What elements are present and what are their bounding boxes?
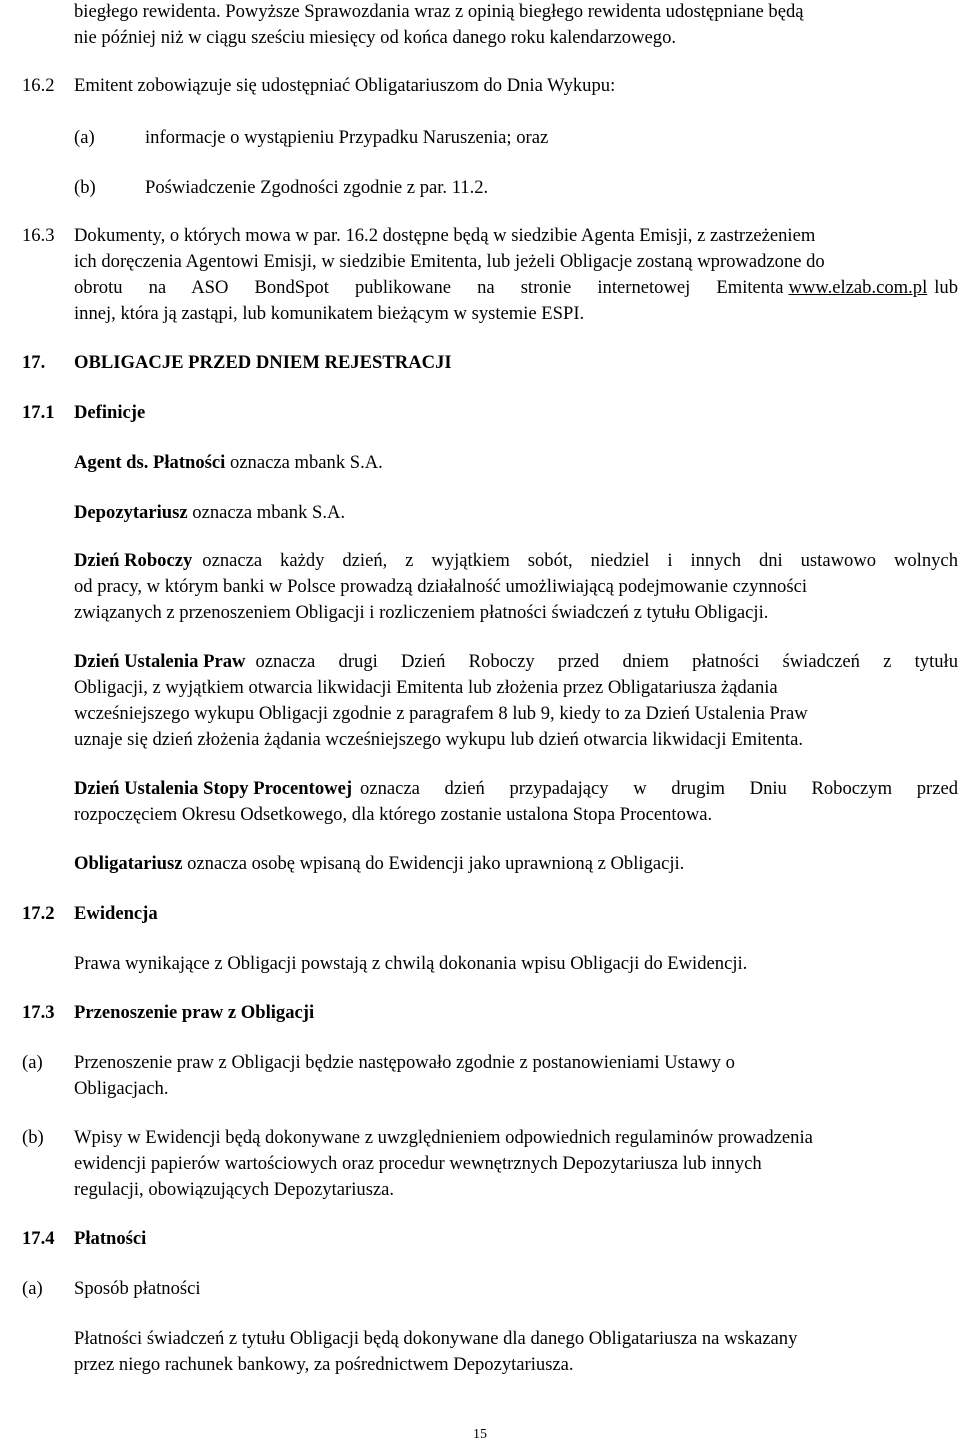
paragraph-line: rozpoczęciem Okresu Odsetkowego, dla którego zostanie ustalona Stopa Procentowa.: [74, 804, 713, 825]
definition-text: oznacza każdy dzień, z wyjątkiem sobót, niedziel i innych dni ustawowo wolnych: [202, 550, 958, 571]
definition-term: Dzień Ustalenia Stopy Procentowej: [74, 778, 353, 799]
list-label: (b): [22, 1127, 44, 1148]
section-heading: Płatności: [74, 1228, 147, 1249]
paragraph-line: Dokumenty, o których mowa w par. 16.2 dostępne będą w siedzibie Agenta Emisji, z zastrzeżeniem: [74, 225, 816, 246]
definition: [74, 548, 958, 574]
definition-text: oznacza drugi Dzień Roboczy przed dniem płatności świadczeń z tytułu: [255, 651, 958, 672]
definition-term: Dzień Ustalenia Praw: [74, 651, 246, 672]
list-item: Sposób płatności: [74, 1278, 201, 1299]
paragraph-line: Emitent zobowiązuje się udostępniać Obligatariuszom do Dnia Wykupu:: [74, 75, 616, 96]
paragraph-line: Prawa wynikające z Obligacji powstają z chwilą dokonania wpisu Obligacji do Ewidencji.: [74, 953, 748, 974]
section-number: 17.4: [22, 1228, 55, 1249]
paragraph-line: Wpisy w Ewidencji będą dokonywane z uwzględnieniem odpowiednich regulaminów prowadzenia: [74, 1127, 813, 1148]
paragraph-line: nie później niż w ciągu sześciu miesięcy od końca danego roku kalendarzowego.: [74, 27, 677, 48]
paragraph-text: lub: [934, 277, 958, 298]
paragraph-text: obrotu na ASO BondSpot publikowane na stronie internetowej Emitenta: [74, 277, 784, 298]
paragraph-line: biegłego rewidenta. Powyższe Sprawozdania wraz z opinią biegłego rewidenta udostępniane będą: [74, 1, 804, 22]
definition: [74, 649, 958, 675]
section-number: 16.2: [22, 75, 55, 96]
definition-text: oznacza mbank S.A.: [230, 452, 383, 473]
section-number: 17.: [22, 352, 46, 373]
section-heading: OBLIGACJE PRZED DNIEM REJESTRACJI: [74, 352, 452, 373]
section-heading: Przenoszenie praw z Obligacji: [74, 1002, 315, 1023]
definition: [74, 776, 958, 802]
section-number: 17.3: [22, 1002, 55, 1023]
section-number: 16.3: [22, 225, 55, 246]
paragraph-line: wcześniejszego wykupu Obligacji zgodnie z paragrafem 8 lub 9, kiedy to za Dzień Ustalenia Praw: [74, 703, 808, 724]
list-label: (a): [22, 1278, 43, 1299]
paragraph-line: ewidencji papierów wartościowych oraz procedur wewnętrznych Depozytariusza lub innych: [74, 1153, 762, 1174]
list-item: informacje o wystąpieniu Przypadku Naruszenia; oraz: [145, 127, 549, 148]
paragraph-line: Przenoszenie praw z Obligacji będzie następowało zgodnie z postanowieniami Ustawy o: [74, 1052, 735, 1073]
paragraph-line: Obligacji, z wyjątkiem otwarcia likwidacji Emitenta lub złożenia przez Obligatariusza żądania: [74, 677, 778, 698]
definition-term: Depozytariusz: [74, 502, 188, 523]
section-number: 17.1: [22, 402, 55, 423]
list-label: (b): [74, 177, 96, 198]
definition-text: oznacza mbank S.A.: [192, 502, 346, 523]
definition: [74, 500, 345, 526]
paragraph-line: uznaje się dzień złożenia żądania wcześniejszego wykupu lub dzień otwarcia likwidacji Emitenta.: [74, 729, 803, 750]
paragraph-line: innej, która ją zastąpi, lub komunikatem bieżącym w systemie ESPI.: [74, 303, 585, 324]
paragraph-line: związanych z przenoszeniem Obligacji i rozliczeniem płatności świadczeń z tytułu Obligacji.: [74, 602, 769, 623]
list-item: Poświadczenie Zgodności zgodnie z par. 11.2.: [145, 177, 489, 198]
definition-term: Dzień Roboczy: [74, 550, 193, 571]
paragraph-line: Płatności świadczeń z tytułu Obligacji będą dokonywane dla danego Obligatariusza na wskazany: [74, 1328, 798, 1349]
definition-term: Obligatariusz: [74, 853, 183, 874]
section-heading: Definicje: [74, 402, 146, 423]
definition: [74, 450, 383, 476]
paragraph-line: regulacji, obowiązujących Depozytariusza.: [74, 1179, 395, 1200]
paragraph-line: Obligacjach.: [74, 1078, 169, 1099]
paragraph-line: [74, 275, 958, 301]
section-heading: Ewidencja: [74, 903, 158, 924]
paragraph-line: ich doręczenia Agentowi Emisji, w siedzibie Emitenta, lub jeżeli Obligacje zostaną wprowadzone do: [74, 251, 825, 272]
definition: [74, 851, 684, 877]
definition-term: Agent ds. Płatności: [74, 452, 226, 473]
paragraph-line: od pracy, w którym banki w Polsce prowadzą działalność umożliwiającą podejmowanie czynności: [74, 576, 808, 597]
section-number: 17.2: [22, 903, 55, 924]
page-number: 15: [473, 1427, 487, 1442]
list-label: (a): [22, 1052, 43, 1073]
list-label: (a): [74, 127, 95, 148]
definition-text: oznacza dzień przypadający w drugim Dniu Roboczym przed: [360, 778, 958, 799]
paragraph-line: przez niego rachunek bankowy, za pośrednictwem Depozytariusza.: [74, 1354, 574, 1375]
website-link[interactable]: www.elzab.com.pl: [788, 277, 928, 298]
definition-text: oznacza osobę wpisaną do Ewidencji jako uprawnioną z Obligacji.: [187, 853, 685, 874]
